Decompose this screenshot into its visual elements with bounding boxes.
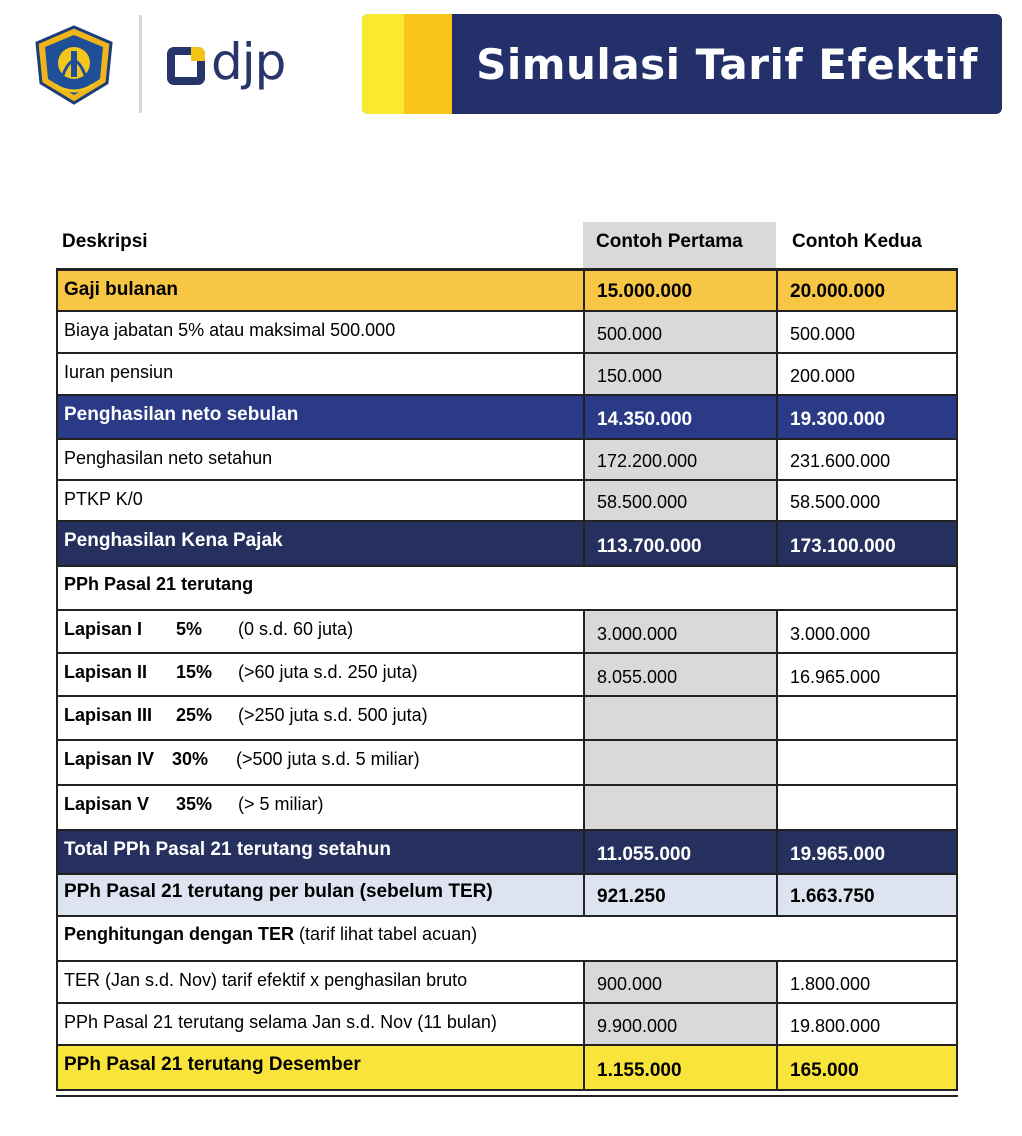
table-row-iuran-pensiun	[56, 354, 958, 396]
djp-logo-text: djp	[211, 33, 286, 91]
row-label	[56, 741, 583, 786]
table-row-pph21-desember	[56, 1046, 958, 1091]
djp-logo	[167, 33, 286, 94]
row-value-1: 1.155.000	[583, 1046, 776, 1091]
row-value-2: 19.300.000	[776, 396, 958, 440]
tier-range: (> 5 miliar)	[238, 794, 324, 814]
row-value-2: 500.000	[776, 312, 958, 354]
table-row-lapisan-5	[56, 786, 958, 831]
table-row-ter-header	[56, 917, 958, 962]
row-value-1: 11.055.000	[583, 831, 776, 875]
tier-name: Lapisan V	[64, 794, 150, 814]
row-value-1: 9.900.000	[583, 1004, 776, 1046]
table-row-pph21-header	[56, 567, 958, 611]
row-value-1: 15.000.000	[583, 268, 776, 312]
row-value-1: 900.000	[583, 962, 776, 1004]
table-row-total-pph21-setahun	[56, 831, 958, 875]
table-row-ptkp	[56, 481, 958, 522]
table-row-lapisan-4	[56, 741, 958, 786]
row-value-1: 172.200.000	[583, 440, 776, 481]
row-value-1: 500.000	[583, 312, 776, 354]
col-header-contoh-kedua: Contoh Kedua	[792, 231, 922, 252]
row-label: Penghasilan neto sebulan	[56, 396, 583, 440]
tier-name: Lapisan II	[64, 662, 148, 682]
table-row-lapisan-3	[56, 697, 958, 741]
tier-name: Lapisan I	[64, 619, 143, 639]
tier-range: (>250 juta s.d. 500 juta)	[238, 705, 428, 725]
table-row-ter-jan-nov	[56, 962, 958, 1004]
row-value-2: 231.600.000	[776, 440, 958, 481]
row-value-2: 19.800.000	[776, 1004, 958, 1046]
row-value-2: 16.965.000	[776, 654, 958, 697]
row-value-2: 3.000.000	[776, 611, 958, 654]
row-label: Iuran pensiun	[56, 354, 583, 396]
row-value-1: 8.055.000	[583, 654, 776, 697]
table-row-pkp	[56, 522, 958, 567]
row-label: TER (Jan s.d. Nov) tarif efektif x penghasilan bruto	[56, 962, 583, 1004]
row-value-1: 113.700.000	[583, 522, 776, 567]
row-label: PPh Pasal 21 terutang	[56, 567, 958, 611]
title-banner	[362, 14, 1002, 114]
row-label: Penghasilan Kena Pajak	[56, 522, 583, 567]
table-row-pph21-per-bulan	[56, 875, 958, 917]
row-value-1: 921.250	[583, 875, 776, 917]
tier-rate: 35%	[176, 794, 213, 814]
row-value-1: 58.500.000	[583, 481, 776, 522]
row-value-1	[583, 786, 776, 831]
page-title: Simulasi Tarif Efektif	[476, 39, 978, 89]
banner-stripe-light	[362, 14, 404, 114]
row-value-2	[776, 697, 958, 741]
row-value-2	[776, 786, 958, 831]
row-value-1: 3.000.000	[583, 611, 776, 654]
row-label: Biaya jabatan 5% atau maksimal 500.000	[56, 312, 583, 354]
row-value-1: 14.350.000	[583, 396, 776, 440]
table-row-biaya-jabatan	[56, 312, 958, 354]
row-label: Total PPh Pasal 21 terutang setahun	[56, 831, 583, 875]
tier-name: Lapisan IV	[64, 749, 155, 769]
tier-range: (0 s.d. 60 juta)	[238, 619, 354, 639]
row-label	[56, 654, 583, 697]
row-value-2: 1.800.000	[776, 962, 958, 1004]
tax-table	[56, 268, 958, 1097]
row-value-2: 200.000	[776, 354, 958, 396]
tier-rate: 5%	[176, 619, 203, 639]
table-row-pph21-jan-nov	[56, 1004, 958, 1046]
table-row-gaji-bulanan	[56, 268, 958, 312]
row-value-1	[583, 697, 776, 741]
row-value-2	[776, 741, 958, 786]
row-label: PPh Pasal 21 terutang selama Jan s.d. Nov (11 bulan)	[56, 1004, 583, 1046]
table-row-lapisan-1	[56, 611, 958, 654]
row-label	[56, 786, 583, 831]
tier-rate: 30%	[172, 749, 209, 769]
banner-stripe-dark	[404, 14, 452, 114]
col-header-description: Deskripsi	[62, 231, 148, 252]
col-header-contoh-pertama: Contoh Pertama	[596, 231, 743, 252]
row-label	[56, 917, 958, 962]
ter-header-note: (tarif lihat tabel acuan)	[294, 924, 478, 944]
row-label: Penghasilan neto setahun	[56, 440, 583, 481]
table-row-neto-sebulan	[56, 396, 958, 440]
header-divider	[139, 15, 142, 113]
ter-header-bold: Penghitungan dengan TER	[64, 924, 294, 944]
table-bottom-rule	[56, 1091, 958, 1097]
row-value-1: 150.000	[583, 354, 776, 396]
row-label: Gaji bulanan	[56, 268, 583, 312]
row-label: PPh Pasal 21 terutang per bulan (sebelum TER)	[56, 875, 583, 917]
row-value-2: 20.000.000	[776, 268, 958, 312]
row-label	[56, 697, 583, 741]
row-value-2: 165.000	[776, 1046, 958, 1091]
table-row-lapisan-2	[56, 654, 958, 697]
tier-rate: 15%	[176, 662, 213, 682]
tier-name: Lapisan III	[64, 705, 153, 725]
kemenkeu-logo	[33, 25, 115, 105]
row-label: PTKP K/0	[56, 481, 583, 522]
row-value-2: 173.100.000	[776, 522, 958, 567]
tier-range: (>60 juta s.d. 250 juta)	[238, 662, 418, 682]
tier-rate: 25%	[176, 705, 213, 725]
row-value-2: 58.500.000	[776, 481, 958, 522]
table-row-neto-setahun	[56, 440, 958, 481]
row-value-2: 19.965.000	[776, 831, 958, 875]
row-value-2: 1.663.750	[776, 875, 958, 917]
row-value-1	[583, 741, 776, 786]
row-label	[56, 611, 583, 654]
tier-range: (>500 juta s.d. 5 miliar)	[236, 749, 420, 769]
row-label: PPh Pasal 21 terutang Desember	[56, 1046, 583, 1091]
djp-logo-mark	[167, 47, 205, 85]
